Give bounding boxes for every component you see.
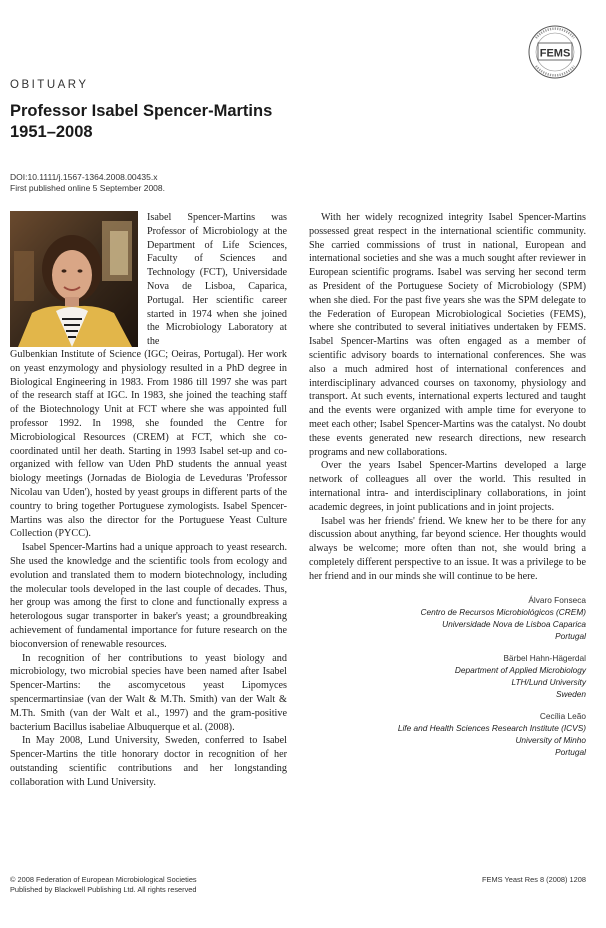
publication-date: First published online 5 September 2008.	[10, 183, 165, 193]
right-column	[309, 211, 586, 758]
section-label: OBITUARY	[10, 79, 89, 91]
author-name: Cecília Leão	[539, 710, 586, 721]
author-country: Portugal	[555, 746, 586, 757]
title-years: 1951–2008	[10, 123, 93, 141]
left-paragraph-2: Isabel Spencer-Martins had a unique approach to yeast research. She used the knowledge and the scientific tools from ecology and evolution and translated them to modern biotechnology, including the molecular tools developed in the last couple of decades. Thus, her group was among the first to clone and functionally express a heterologous sugar transporter in baker's yeast; a groundbreaking achievement of fundamental importance for future research on the bioconversion of renewable resources.	[10, 542, 287, 650]
article-meta	[10, 172, 165, 194]
portrait-photo	[10, 211, 138, 347]
left-paragraph-1: Gulbenkian Institute of Science (IGC; Oeiras, Portugal). Her work on yeast enzymology and physiology resulted in a PhD degree in Biological Engineering in 1983. From 1986 till 1997 she was part of the research staff at IGC. In 1983, she joined the teaching staff of the Biotechnology Unit at FCT where she was appointed full professor 1992. In 1998, she founded the Centre for Microbiological Resources (CREM) at FCT, which she co-coordinated until her death. Starting in 1993 Isabel set-up and co-organized with fellow van Uden PhD students the annual yeast biology meetings (Jornadas de Biologia de Leveduras 'Professor Nicolau van Uden'), hosted by yeast groups in different parts of the country to bring together Portuguese zymologists. Isabel Spencer-Martins was also the director for the Portuguese Yeast Culture Collection (PYCC).	[10, 349, 287, 540]
right-paragraph-3: Isabel was her friends' friend. We knew her to be there for any discussion about anything, far beyond science. Her thoughts would always be welcome; more often than not, she would bring a completely different perspective to an issue. It was a privilege to be her friend and in our minds she will continue to be here.	[309, 515, 586, 582]
author-institution: Centro de Recursos Microbiológicos (CREM)	[420, 606, 586, 617]
author-institution: Universidade Nova de Lisboa Caparica	[442, 618, 586, 629]
left-paragraph-3: In recognition of her contributions to yeast biology and microbiology, two microbial species have been named after Isabel Spencer-Martins: the ascomycetous yeast Lipomyces spencermartinsiae (van der Walt & M.Th. Smith) van der Walt & M.Th. Smith (van der Walt et al., 1997) and the gram-positive bacterium Bacillus isabeliae Albuquerque et al. (2008).	[10, 652, 287, 733]
author-name: Bärbel Hahn-Hägerdal	[503, 652, 586, 663]
left-column	[10, 348, 287, 790]
title-name: Professor Isabel Spencer-Martins	[10, 102, 273, 120]
author-institution: LTH/Lund University	[511, 676, 586, 687]
article-title	[10, 101, 272, 143]
author-institution: Life and Health Sciences Research Institute (ICVS)	[397, 722, 586, 733]
author-country: Portugal	[555, 630, 586, 641]
author-affiliation-2	[309, 652, 586, 700]
right-paragraph-1: With her widely recognized integrity Isabel Spencer-Martins possessed great respect in the international scientific community. She carried commissions of trust in national, European and international societies and she was a much sought after reviewer in European scientific programs. Isabel was serving her second term as President of the Portuguese Society of Microbiology (SPM) when she died. For the past five years she was the SPM delegate to the Federation of European Microbiological Societies (FEMS), where she contributed to several initiatives undertaken by FEMS. Isabel Spencer-Martins was often engaged as a member of scientific advisory boards to international conferences. She was also a much admired host of international conferences and interdisciplinary advanced courses on taxonomy, physiology and transport. At such events, international experts lectured and taught and the events were organized with ample time for everyone to meet each other; Isabel Spencer-Martins was the catalyst. No doubt these events generated new research directions, new research programs and new collaborations.	[309, 212, 586, 458]
fems-logo	[526, 18, 584, 86]
intro-text	[147, 211, 287, 349]
copyright-line: © 2008 Federation of European Microbiological Societies	[10, 875, 197, 884]
author-institution: University of Minho	[515, 734, 586, 745]
doi[interactable]: DOI:10.1111/j.1567-1364.2008.00435.x	[10, 172, 158, 182]
author-institution: Department of Applied Microbiology	[454, 664, 586, 675]
logo-text: FEMS	[539, 47, 571, 60]
left-paragraph-4: In May 2008, Lund University, Sweden, conferred to Isabel Spencer-Martins the title honorary doctor in recognition of her outstanding scientific contributions and her longstanding collaboration with Lund University.	[10, 735, 287, 788]
author-country: Sweden	[556, 688, 586, 699]
publisher-line: Published by Blackwell Publishing Ltd. All rights reserved	[10, 885, 197, 894]
footer-journal-ref: FEMS Yeast Res 8 (2008) 1208	[482, 875, 586, 884]
author-affiliation-3	[309, 710, 586, 758]
footer-copyright	[10, 875, 197, 895]
intro-paragraph: Isabel Spencer-Martins was Professor of Microbiology at the Department of Life Sciences, Faculty of Sciences and Technology (FCT), Universidade Nova de Lisboa, Caparica, Portugal. Her scientific career started in 1974 when she joined the Microbiology Laboratory at the	[147, 212, 287, 348]
right-paragraph-2: Over the years Isabel Spencer-Martins developed a large network of colleagues all over the world. This resulted in international intra- and interdisciplinary collaborations, in joint academic degrees, in joint publications and in joint projects.	[309, 460, 586, 513]
author-name: Álvaro Fonseca	[528, 594, 586, 605]
author-affiliation-1	[309, 594, 586, 642]
